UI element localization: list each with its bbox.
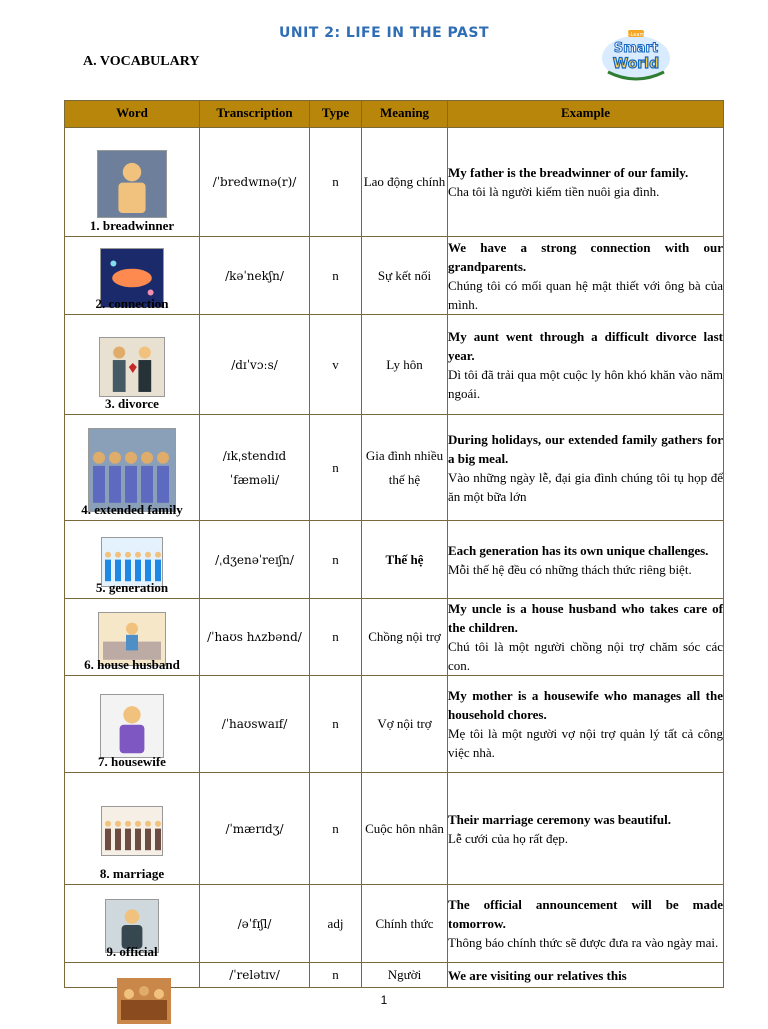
vocabulary-table xyxy=(64,100,724,988)
col-word: Word xyxy=(65,101,200,128)
type-cell: n xyxy=(310,676,362,773)
example-english: The official announcement will be made tomorrow. xyxy=(448,897,723,931)
word-label: 7. housewife xyxy=(98,754,166,769)
word-label: 1. breadwinner xyxy=(89,218,175,233)
transcription-cell: /ˌdʒenəˈreɪʃn/ xyxy=(200,521,310,599)
example-cell xyxy=(448,237,724,315)
example-cell xyxy=(448,315,724,415)
svg-text:World: World xyxy=(612,56,660,72)
example-vietnamese: Chúng tôi có mối quan hệ mật thiết với ông bà của mình. xyxy=(448,277,723,312)
type-cell: v xyxy=(310,315,362,415)
meaning-cell: Chính thức xyxy=(362,885,448,963)
type-cell: n xyxy=(310,963,362,988)
table-row xyxy=(65,128,724,237)
extended-family-image xyxy=(88,428,176,512)
generation-image xyxy=(101,537,163,587)
svg-text:Smart: Smart xyxy=(613,41,659,56)
example-cell xyxy=(448,128,724,237)
meaning-cell: Ly hôn xyxy=(362,315,448,415)
word-label: 2. connection xyxy=(95,296,169,311)
marriage-image xyxy=(101,806,163,856)
transcription-cell: /ˈhaʊswaɪf/ xyxy=(200,676,310,773)
example-cell xyxy=(448,773,724,885)
table-header-row xyxy=(65,101,724,128)
transcription-cell: /kəˈnekʃn/ xyxy=(200,237,310,315)
section-heading: A. VOCABULARY xyxy=(83,54,200,69)
type-cell: n xyxy=(310,415,362,521)
type-cell: n xyxy=(310,599,362,676)
table-row xyxy=(65,599,724,676)
word-cell xyxy=(65,415,200,521)
example-english: During holidays, our extended family gathers for a big meal. xyxy=(448,431,723,466)
transcription-cell: /ˈmærɪdʒ/ xyxy=(200,773,310,885)
word-label: 8. marriage xyxy=(99,866,165,881)
example-english: Each generation has its own unique challenges. xyxy=(448,542,709,558)
word-cell xyxy=(65,315,200,415)
table-row xyxy=(65,237,724,315)
example-vietnamese: Thông báo chính thức sẽ được đưa ra vào ngày mai. xyxy=(448,935,719,950)
meaning-cell: Vợ nội trợ xyxy=(362,676,448,773)
type-cell: n xyxy=(310,128,362,237)
col-type: Type xyxy=(310,101,362,128)
word-cell xyxy=(65,521,200,599)
word-label: 4. extended family xyxy=(81,502,183,517)
example-vietnamese: Cha tôi là người kiếm tiền nuôi gia đình. xyxy=(448,184,660,199)
table-row xyxy=(65,521,724,599)
meaning-cell: Sự kết nối xyxy=(362,237,448,315)
meaning-cell: Người xyxy=(362,963,448,988)
meaning-cell: Cuộc hôn nhân xyxy=(362,773,448,885)
word-cell xyxy=(65,128,200,237)
transcription-cell: /ˈrelətɪv/ xyxy=(200,963,310,988)
meaning-cell: Chồng nội trợ xyxy=(362,599,448,676)
table-row xyxy=(65,773,724,885)
type-cell: n xyxy=(310,773,362,885)
transcription-cell: /əˈfɪʃl/ xyxy=(200,885,310,963)
example-cell xyxy=(448,676,724,773)
breadwinner-image xyxy=(97,150,167,218)
divorce-image xyxy=(99,337,165,397)
example-english: Their marriage ceremony was beautiful. xyxy=(448,811,672,827)
word-cell xyxy=(65,237,200,315)
word-label: 5. generation xyxy=(95,580,169,595)
housewife-image xyxy=(100,694,164,758)
word-label: 6. house husband xyxy=(84,657,180,672)
example-cell xyxy=(448,521,724,599)
type-cell: n xyxy=(310,237,362,315)
example-english: My uncle is a house husband who takes care of the children. xyxy=(448,601,723,635)
svg-text:i-Learn: i-Learn xyxy=(627,32,645,38)
col-transcription: Transcription xyxy=(200,101,310,128)
transcription-cell: /ˈbredwɪnə(r)/ xyxy=(200,128,310,237)
word-cell xyxy=(65,599,200,676)
type-cell: n xyxy=(310,521,362,599)
example-english: We are visiting our relatives this xyxy=(448,967,627,983)
word-label: 9. official xyxy=(106,944,158,959)
word-cell xyxy=(65,773,200,885)
type-cell: adj xyxy=(310,885,362,963)
table-row xyxy=(65,885,724,963)
col-example: Example xyxy=(448,101,724,128)
page-title: UNIT 2: LIFE IN THE PAST xyxy=(278,25,489,41)
page-number: 1 xyxy=(380,993,388,1007)
table-row xyxy=(65,676,724,773)
example-english: My aunt went through a difficult divorce last year. xyxy=(448,328,723,363)
word-label: 3. divorce xyxy=(105,396,159,411)
example-vietnamese: Mỗi thế hệ đều có những thách thức riêng biệt. xyxy=(448,561,692,577)
word-cell xyxy=(65,885,200,963)
example-vietnamese: Lễ cưới của họ rất đẹp. xyxy=(448,830,569,846)
example-cell xyxy=(448,963,724,988)
meaning-cell: Lao động chính xyxy=(362,128,448,237)
example-cell xyxy=(448,599,724,676)
example-english: We have a strong connection with our grandparents. xyxy=(448,239,723,274)
transcription-cell: /ɪkˌstendɪd ˈfæməli/ xyxy=(200,415,310,521)
smart-world-logo xyxy=(598,28,674,84)
transcription-cell: /ˈhaʊs hʌzbənd/ xyxy=(200,599,310,676)
example-vietnamese: Chú tôi là một người chồng nội trợ chăm sóc các con. xyxy=(448,639,723,673)
table-row xyxy=(65,415,724,521)
example-vietnamese: Mẹ tôi là một người vợ nội trợ quản lý tất cả công việc nhà. xyxy=(448,726,723,760)
example-cell xyxy=(448,415,724,521)
example-vietnamese: Vào những ngày lễ, đại gia đình chúng tôi tụ họp để ăn một bữa lớn xyxy=(448,469,723,504)
example-english: My mother is a housewife who manages all the household chores. xyxy=(448,688,723,722)
table-row xyxy=(65,315,724,415)
example-cell xyxy=(448,885,724,963)
example-english: My father is the breadwinner of our family. xyxy=(448,165,689,180)
example-vietnamese: Dì tôi đã trải qua một cuộc ly hôn khó khăn vào năm ngoái. xyxy=(448,366,723,401)
word-cell xyxy=(65,676,200,773)
meaning-cell: Gia đình nhiều thế hệ xyxy=(362,415,448,521)
transcription-cell: /dɪˈvɔːs/ xyxy=(200,315,310,415)
meaning-cell: Thế hệ xyxy=(362,521,448,599)
col-meaning: Meaning xyxy=(362,101,448,128)
